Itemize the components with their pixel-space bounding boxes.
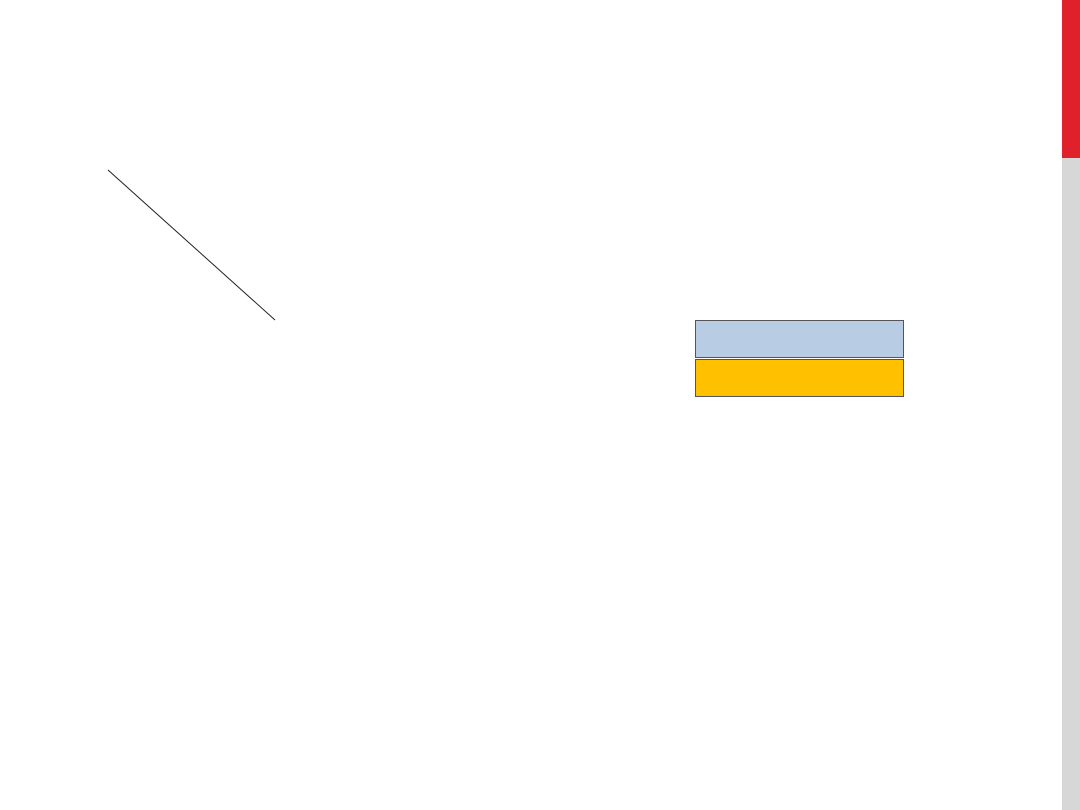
- legend-yellow: [695, 359, 904, 397]
- header-diagonal: [108, 170, 275, 320]
- legend-blue: [695, 320, 904, 358]
